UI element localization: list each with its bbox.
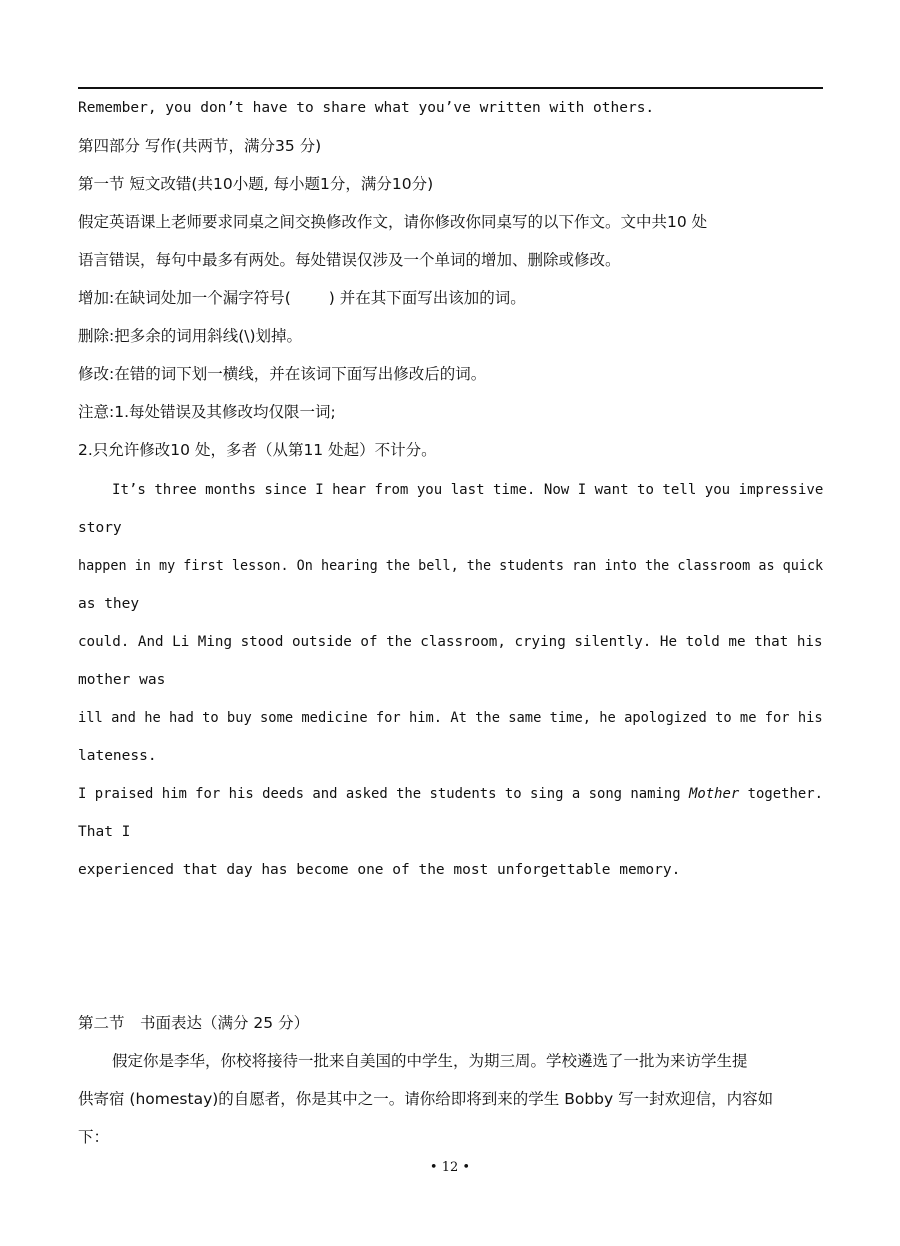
- song-title: Mother: [689, 786, 740, 802]
- passage-line-6: mother was: [78, 672, 166, 688]
- instruction-add-end: ) 并在其下面写出该加的词。: [328, 289, 526, 307]
- passage-line-9-start: I praised him for his deeds and asked the students to sing a song naming: [78, 786, 681, 802]
- instruction-add-start: 增加:在缺词处加一个漏字符号(: [78, 289, 291, 307]
- instruction-delete: 删除:把多余的词用斜线(\)划掉。: [78, 327, 303, 345]
- instruction-note-1: 注意:1.每处错误及其修改均仅限一词;: [78, 403, 336, 421]
- page-number: • 12 •: [429, 1160, 471, 1175]
- instruction-note-2: 2.只允许修改10 处，多者（从第11 处起）不计分。: [78, 441, 437, 459]
- header-rule: [78, 87, 823, 89]
- passage-line-11: experienced that day has become one of the most unforgettable memory.: [78, 862, 681, 878]
- section-title-writing: 第四部分 写作(共两节，满分35 分): [78, 137, 322, 155]
- essay-prompt-line-1: 假定你是李华，你校将接待一批来自美国的中学生，为期三周。学校遴选了一批为来访学生提: [112, 1052, 748, 1070]
- passage-line-10: That I: [78, 824, 131, 840]
- instruction-line-2: 语言错误，每句中最多有两处。每处错误仅涉及一个单词的增加、删除或修改。: [78, 251, 621, 269]
- passage-line-9: [78, 784, 823, 804]
- essay-prompt-line-3: 下：: [78, 1128, 110, 1146]
- passage-line-9-end: together.: [747, 786, 823, 802]
- instruction-modify: 修改:在错的词下划一横线，并在该词下面写出修改后的词。: [78, 365, 487, 383]
- passage-line-4: as they: [78, 596, 140, 612]
- passage-line-7: ill and he had to buy some medicine for him. At the same time, he apologized to me for his: [78, 710, 823, 726]
- instruction-add: [78, 288, 526, 308]
- line-remember: Remember, you don’t have to share what you’ve written with others.: [78, 100, 655, 116]
- subsection-title-essay: 第二节 书面表达（满分 25 分）: [78, 1014, 310, 1032]
- passage-line-5: could. And Li Ming stood outside of the classroom, crying silently. He told me that his: [78, 634, 823, 650]
- passage-line-2: story: [78, 520, 122, 536]
- instruction-line-1: 假定英语课上老师要求同桌之间交换修改作文，请你修改你同桌写的以下作文。文中共10 处: [78, 213, 708, 231]
- essay-prompt-line-2: 供寄宿 (homestay)的自愿者，你是其中之一。请你给即将到来的学生 Bobby 写一封欢迎信，内容如: [78, 1090, 774, 1108]
- passage-line-8: lateness.: [78, 748, 157, 764]
- passage-line-3: happen in my first lesson. On hearing the bell, the students ran into the classroom as quick: [78, 558, 824, 574]
- passage-line-1: It’s three months since I hear from you last time. Now I want to tell you impressive: [112, 482, 824, 498]
- subsection-title-correction: 第一节 短文改错(共10小题, 每小题1分，满分10分): [78, 175, 434, 193]
